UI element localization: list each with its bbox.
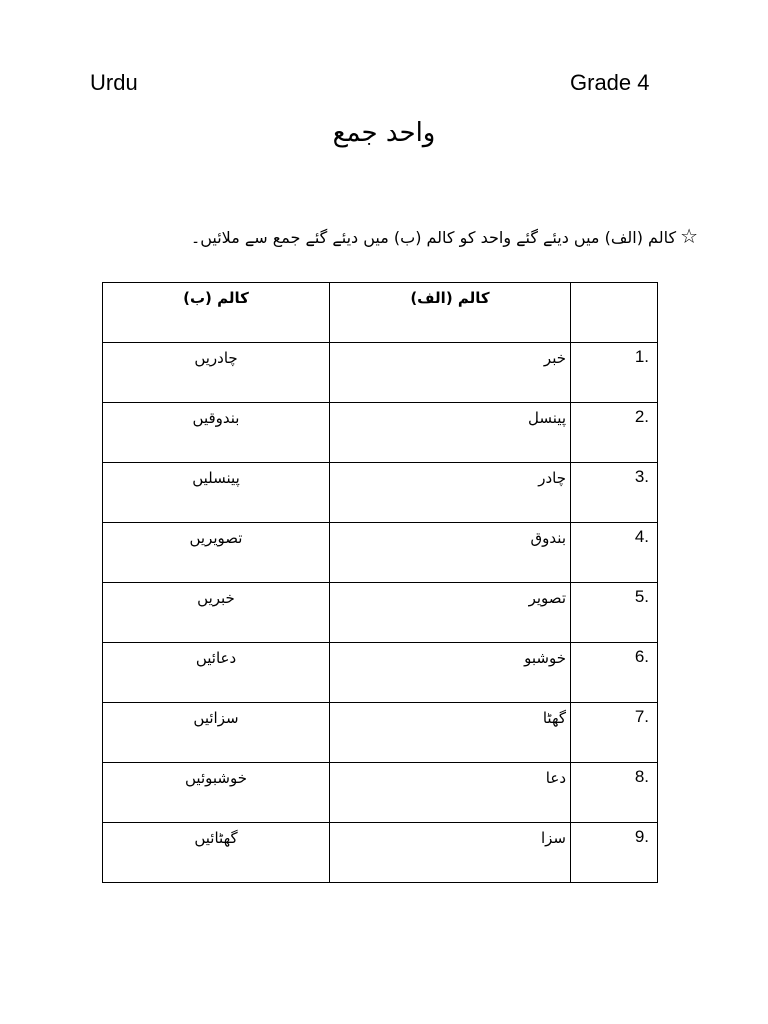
table-row bbox=[103, 403, 658, 463]
row-number: 3. bbox=[571, 463, 658, 523]
plural-word: بندوقیں bbox=[103, 403, 330, 463]
grade-label: Grade 4 bbox=[570, 70, 650, 95]
plural-word: پینسلیں bbox=[103, 463, 330, 523]
row-number: 4. bbox=[571, 523, 658, 583]
plural-word: گھٹائیں bbox=[103, 823, 330, 883]
row-number: 2. bbox=[571, 403, 658, 463]
header-column-a: کالم (الف) bbox=[330, 283, 571, 343]
table-row bbox=[103, 703, 658, 763]
row-number: 1. bbox=[571, 343, 658, 403]
subject-label: Urdu bbox=[90, 70, 138, 95]
instruction bbox=[96, 224, 698, 248]
table-row bbox=[103, 763, 658, 823]
row-number: 6. bbox=[571, 643, 658, 703]
header-number bbox=[571, 283, 658, 343]
header-column-b: کالم (ب) bbox=[103, 283, 330, 343]
row-number: 9. bbox=[571, 823, 658, 883]
plural-word: خبریں bbox=[103, 583, 330, 643]
row-number: 7. bbox=[571, 703, 658, 763]
row-number: 8. bbox=[571, 763, 658, 823]
table-row bbox=[103, 583, 658, 643]
singular-word: چادر bbox=[330, 463, 571, 523]
table-row bbox=[103, 343, 658, 403]
table-row bbox=[103, 823, 658, 883]
plural-word: سزائیں bbox=[103, 703, 330, 763]
singular-word: خوشبو bbox=[330, 643, 571, 703]
singular-word: پینسل bbox=[330, 403, 571, 463]
singular-word: خبر bbox=[330, 343, 571, 403]
plural-word: تصویریں bbox=[103, 523, 330, 583]
matching-table bbox=[102, 282, 658, 883]
singular-word: تصویر bbox=[330, 583, 571, 643]
row-number: 5. bbox=[571, 583, 658, 643]
singular-word: بندوق bbox=[330, 523, 571, 583]
plural-word: خوشبوئیں bbox=[103, 763, 330, 823]
table-row bbox=[103, 643, 658, 703]
table-row bbox=[103, 523, 658, 583]
plural-word: دعائیں bbox=[103, 643, 330, 703]
singular-word: گھٹا bbox=[330, 703, 571, 763]
star-icon: ☆ bbox=[680, 224, 698, 248]
instruction-text: کالم (الف) میں دیئے گئے واحد کو کالم (ب) میں دیئے گئے جمع سے ملائیں۔ bbox=[190, 228, 677, 247]
plural-word: چادریں bbox=[103, 343, 330, 403]
singular-word: سزا bbox=[330, 823, 571, 883]
worksheet-title: واحد جمع bbox=[332, 118, 436, 148]
table-header-row bbox=[103, 283, 658, 343]
singular-word: دعا bbox=[330, 763, 571, 823]
table-row bbox=[103, 463, 658, 523]
